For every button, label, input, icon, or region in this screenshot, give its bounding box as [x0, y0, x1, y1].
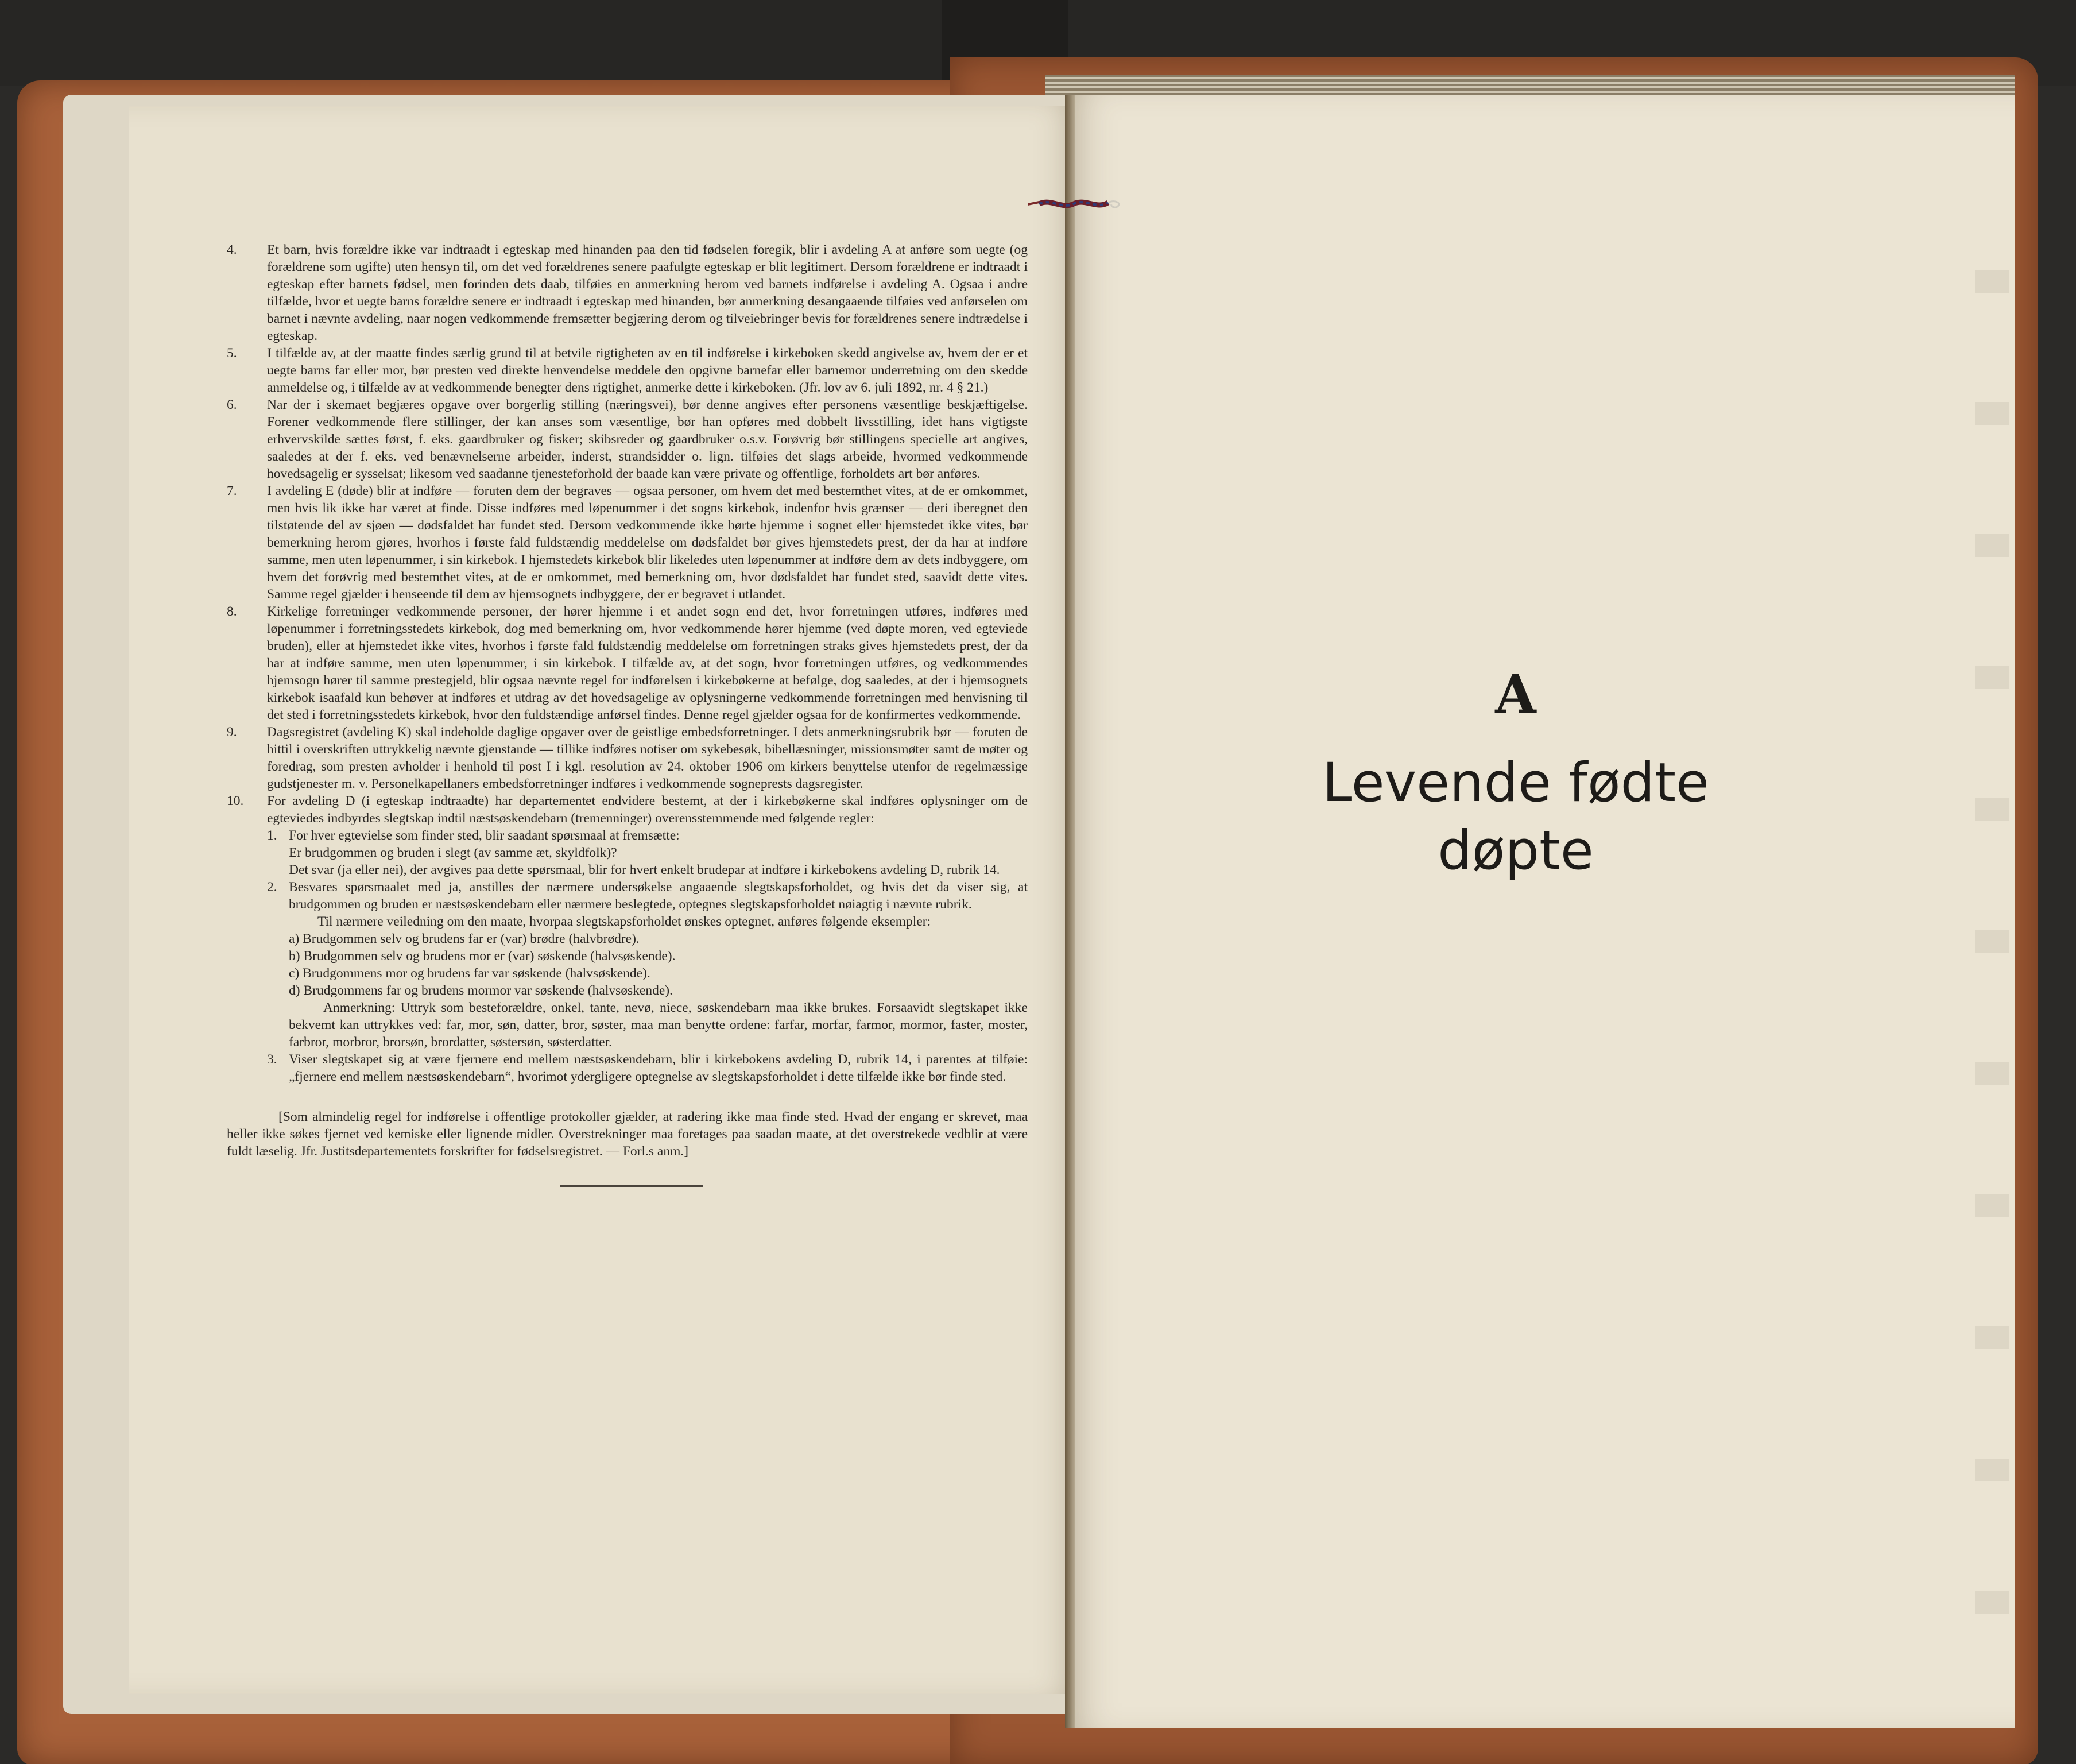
bookmark-ribbon-icon — [1028, 195, 1122, 212]
book-gutter — [1065, 95, 1075, 1728]
instruction-item: 6. Nar der i skemaet begjæres opgave over borgerlig stilling (næringsvei), bør denne angives efter personens væsentlige beskjæftigelse. Forener vedkommende flere stillinger, der kan anses som væsentlige, bør han opføres med dobbelt livsstilling, idet hans vigtigste erhvervskilde sættes først, f. eks. gaardbruker og fisker; skibsreder og gaardbruker o.s.v. Forøvrig bør stillingens specielle art angives, saaledes at der f. eks. ved benævnelserne arbeider, inderst, strandsidder o. lign. tilføies det slags arbeide, hvormed vedkommende hovedsagelig er sysselsat; likesom ved saadanne tjenesteforhold der baade kan være private og offentlige, forholdets art bør anføres. — [227, 397, 1028, 481]
section-title — [1229, 749, 1803, 885]
subitem-text: Det svar (ja eller nei), der avgives paa dette spørsmaal, blir for hvert enkelt brudepar at indføre i kirkebokens avdeling D, rubrik 14. — [289, 862, 1000, 877]
remark: Anmerkning: Uttryk som besteforældre, onkel, tante, nevø, niece, søskendebarn maa ikke brukes. Forsaavidt slegtskapet ikke bekvemt kan uttrykkes ved: far, mor, søn, datter, bror, søster, maa man benytte ordene: farfar, morfar, farmor, mormor, faster, moster, farbror, morbror, brorsøn, brordatter, søstersøn, søsterdatter. — [289, 1000, 1028, 1050]
instruction-item: 7. I avdeling E (døde) blir at indføre — foruten dem der begraves — ogsaa personer, om hvem det med bestemthet vites, at de er omkommet, men hvis lik ikke har været at finde. Disse indføres med løpenummer i det sogns kirkebok, indenfor hvis grænser — deri iberegnet den tilstøtende del av sjøen — dødsfaldet har fundet sted. Dersom vedkommende ikke hørte hjemme i sognet eller hjemstedet ikke vites, bør bemerkning herom gjøres, hvorhos i første fald fuldstændig meddelelse om dødsfaldet bør gives hjemstedets prest, der da har at indføre samme, men uten løpenummer, i sin kirkebok. I hjemstedets kirkebok blir likeledes uten løpenummer at indføre dem av dets indbyggere, om hvem det forøvrig med bestemthet vites, at de er omkommet, med bemerkning om, hvor dødsfaldet har fundet sted, saavidt dette vites. Samme regel gjælder i henseende til dem av hjemsognets indbyggere, der er begravet i utlandet. — [227, 483, 1028, 602]
section-title-line: døpte — [1438, 819, 1594, 882]
subitem-text: Besvares spørsmaalet med ja, anstilles der nærmere undersøkelse angaaende slegtskapsforholdet, og hvis det da viser sig, at brudgommen og bruden er næstsøskendebarn eller nærmere beslegtede, optegnes slegtskapsforholdet nøiagtig i nævnte rubrik. — [289, 880, 1028, 912]
section-letter: A — [1495, 663, 1536, 725]
instructions-text — [227, 241, 1028, 1187]
rule-subitem: 3. Viser slegtskapet sig at være fjernere end mellem næstsøskendebarn, blir i kirkebokens avdeling D, rubrik 14, i parentes at tilføie: „fjernere end mellem næstsøskendebarn“, hvorimot ydergligere optegnelse av slegtskapsforholdet i dette tilfælde ikke bør finde sted. — [267, 1052, 1028, 1084]
subitem-text: Til nærmere veiledning om den maate, hvorpaa slegtskapsforholdet ønskes optegnet, anføres følgende eksempler: — [317, 914, 931, 929]
right-page — [1068, 95, 2015, 1728]
bleed-through-marks — [1975, 161, 2009, 1654]
subitem-text: For hver egtevielse som finder sted, blir saadant spørsmaal at fremsætte: — [289, 828, 680, 843]
instruction-item: 9. Dagsregistret (avdeling K) skal indeholde daglige opgaver over de geistlige embedsforretninger. I dets anmerkningsrubrik bør — foruten de hittil i overskriften uttrykkelig nævnte gjenstande — tillike indføres notiser om sykebesøk, bibellæsninger, missionsmøter samt de møter og foredrag, som presten avholder i henhold til post I i kgl. resolution av 24. oktober 1906 om kirkers benyttelse utenfor de regelmæssige gudstjenester m. v. Personelkapellaners embedsforretninger indføres i vedkommende sogneprests dagsregister. — [227, 725, 1028, 791]
instruction-item: 10. For avdeling D (i egteskap indtraadte) har departementet endvidere bestemt, at der i kirkebøkerne skal indføres oplysninger om de egteviedes indbyrdes slegtskap indtil næstsøskendebarn (tremenninger) overensstemmende med følgende regler: — [227, 794, 1028, 826]
instruction-item: 4. Et barn, hvis forældre ikke var indtraadt i egteskap med hinanden paa den tid fødselen foregik, blir i avdeling A at anføre som uegte (og forældrene som ugifte) uten hensyn til, om det ved forældrenes senere paafulgte egteskap er blit legitimert. Dersom forældrene er indtraadt i egteskap efter barnets fødsel, men forinden dets daab, tilføies en anmerkning herom ved barnets indførelse i avdeling A. Ogsaa i andre tilfælde, hvor et uegte barns forældre senere er indtraadt i egteskap med hinanden, bør anmerkning desangaaende tilføies ved anførselen om barnet i nævnte avdeling, naar nogen vedkommende fremsætter begjæring derom og tilveiebringer bevis for forældrenes senere indtrædelse i egteskap. — [227, 242, 1028, 343]
instruction-item: 8. Kirkelige forretninger vedkommende personer, der hører hjemme i et andet sogn end det, hvor forretningen utføres, indføres med løpenummer i forretningsstedets kirkebok, dog med bemerkning om, hvor vedkommende hører hjemme (ved døpte moren, ved egteviede bruden), eller at hjemstedet ikke vites, hvorhos i første fald fuldstændig meddelelse om forretningen straks gives hjemstedets prest, der da har at indføre samme, men uten løpenummer, i sin kirkebok. I tilfælde av, at det sogn, hvor forretningen utføres, og vedkommendes hjemsogn hører til samme prestegjeld, blir ogsaa nævnte regel for indførelsen i kirkebøkerne at befølge, dog saaledes, at der i hjemsognets kirkebok isaafald kun behøver at indføres et utdrag av det hovedsagelige av oplysningerne vedkommende forretningen med henvisning til det sted i forretningsstedets kirkebok, hvor den fuldstændige anførsel findes. Denne regel gjælder ogsaa for de konfirmertes vedkommende. — [227, 604, 1028, 722]
section-title-line: Levende fødte — [1322, 752, 1709, 814]
example-c: c) Brudgommens mor og brudens far var søskende (halvsøskende). — [289, 966, 650, 981]
editor-note: [Som almindelig regel for indførelse i offentlige protokoller gjælder, at radering ikke maa finde sted. Hvad der engang er skrevet, maa heller ikke søkes fjernet ved kemiske eller lignende midler. Overstrekninger maa foretages paa saadan maate, at det overstrekede vedblir at være fuldt læselig. Jfr. Justitsdepartementets forskrifter for fødselsregistret. — Forl.s anm.] — [227, 1109, 1028, 1159]
rule-subitem: 1. For hver egtevielse som finder sted, blir saadant spørsmaal at fremsætte: Er brudgommen og bruden i slegt (av samme æt, skyldfolk)? Det svar (ja eller nei), der avgives paa dette spørsmaal, blir for hvert enkelt brudepar at indføre i kirkebokens avdeling D, rubrik 14. — [267, 828, 1000, 877]
example-a: a) Brudgommen selv og brudens far er (var) brødre (halvbrødre). — [289, 931, 640, 946]
subitem-question: Er brudgommen og bruden i slegt (av samme æt, skyldfolk)? — [289, 845, 617, 860]
example-b: b) Brudgommen selv og brudens mor er (var) søskende (halvsøskende). — [289, 949, 676, 964]
closing-rule — [560, 1185, 703, 1187]
rule-subitem: 2. Besvares spørsmaalet med ja, anstilles der nærmere undersøkelse angaaende slegtskapsforholdet, og hvis det da viser sig, at brudgommen og bruden er næstsøskendebarn eller nærmere beslegtede, optegnes slegtskapsforholdet nøiagtig i nævnte rubrik. Til nærmere veiledning om den maate, hvorpaa slegtskapsforholdet ønskes optegnet, anføres følgende eksempler: — [267, 880, 1028, 929]
example-d: d) Brudgommens far og brudens mormor var søskende (halvsøskende). — [289, 983, 673, 998]
page-block-edges — [1045, 75, 2015, 95]
instruction-item: 5. I tilfælde av, at der maatte findes særlig grund til at betvile rigtigheten av en til indførelse i kirkeboken skedd angivelse av, hvem der er et uegte barns far eller mor, bør presten ved direkte henvendelse meddele den opgivne barnefar eller barnemor underretning om den skedde anmeldelse og, i tilfælde av at vedkommende benegter dens rigtighet, anmerke dette i kirkeboken. (Jfr. lov av 6. juli 1892, nr. 4 § 21.) — [227, 346, 1028, 395]
